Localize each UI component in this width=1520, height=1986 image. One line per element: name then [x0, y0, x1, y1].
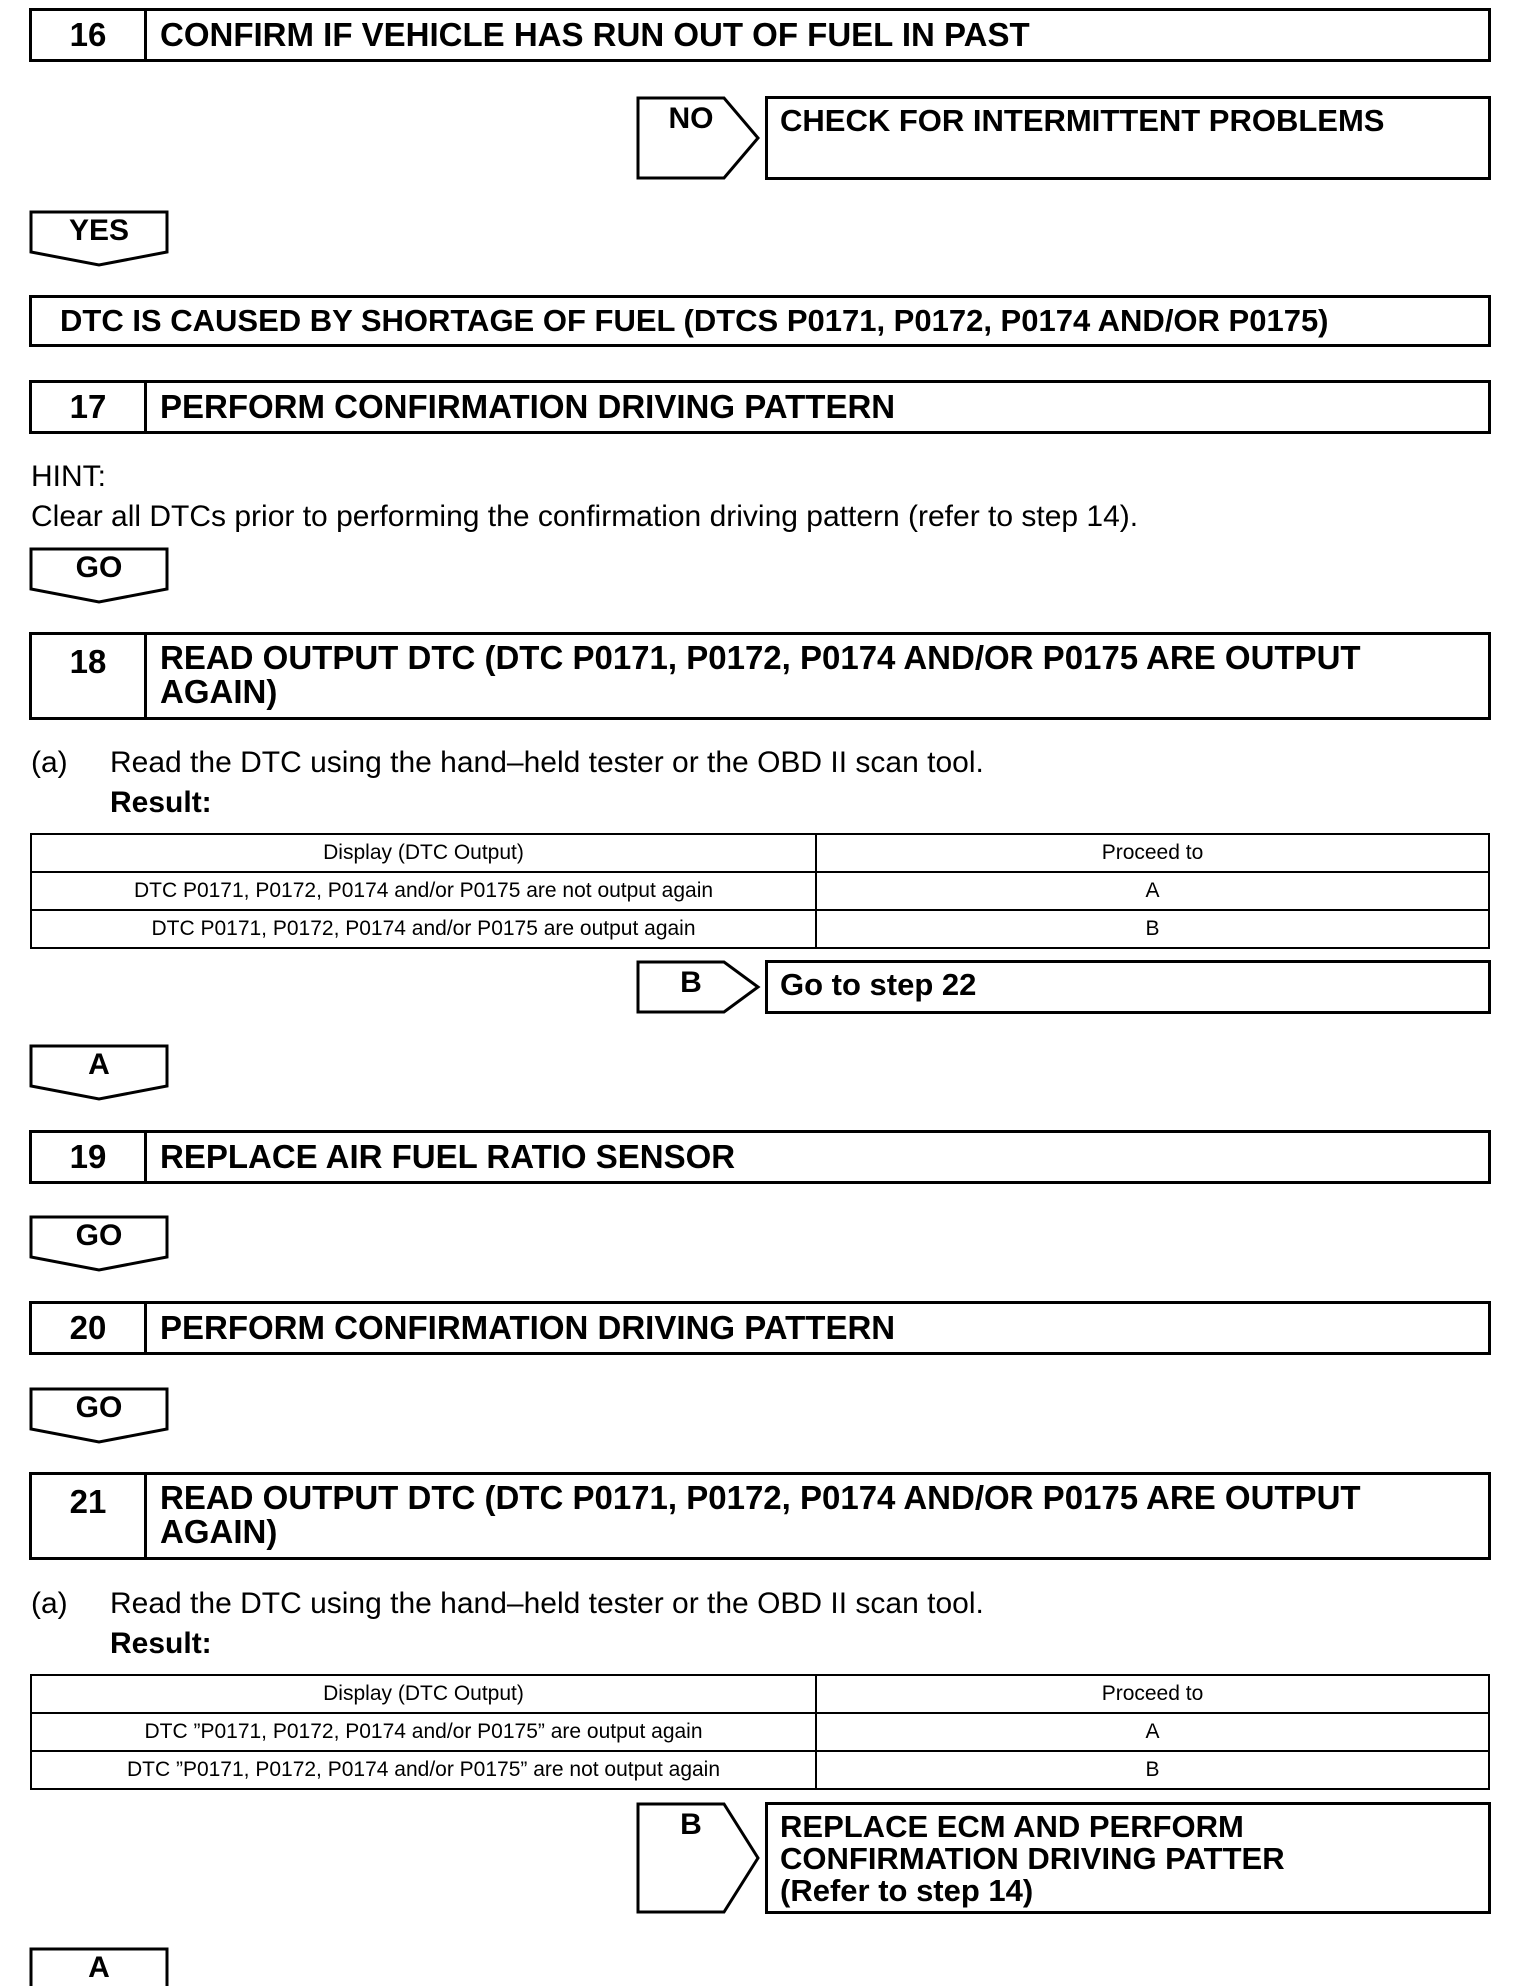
step-21-title-line2: AGAIN)	[160, 1513, 278, 1550]
step-18-box	[29, 632, 1491, 720]
a-flag-2[interactable]	[29, 1947, 169, 1986]
s18-marker: (a)	[31, 746, 68, 779]
s18-result-label: Result:	[110, 786, 212, 819]
table-header-cell: Display (DTC Output)	[31, 834, 816, 872]
s21-instruction: Read the DTC using the hand–held tester or the OBD II scan tool.	[110, 1587, 984, 1620]
table-cell: A	[816, 872, 1489, 910]
go-flag-label: GO	[75, 1391, 123, 1424]
step-21-number: 21	[32, 1475, 147, 1557]
step-20-title: PERFORM CONFIRMATION DRIVING PATTERN	[160, 1309, 896, 1346]
go-flag-2[interactable]	[29, 1215, 169, 1273]
branch-b-arrow-2[interactable]	[636, 1802, 762, 1914]
yes-flag-label: YES	[68, 214, 130, 247]
step-19-box	[29, 1130, 1491, 1184]
step-18-title-line2: AGAIN)	[160, 673, 278, 710]
hint-text: Clear all DTCs prior to performing the confirmation driving pattern (refer to step 14).	[31, 500, 1139, 533]
branch-b-arrow[interactable]	[636, 960, 762, 1014]
table-cell: DTC P0171, P0172, P0174 and/or P0175 are not output again	[31, 872, 816, 910]
step-18-number: 18	[32, 635, 147, 717]
table-cell: DTC P0171, P0172, P0174 and/or P0175 are output again	[31, 910, 816, 948]
a-flag-label: A	[88, 1951, 110, 1984]
a-flag-label: A	[88, 1048, 110, 1081]
go-flag-label: GO	[75, 551, 123, 584]
step-16-box	[29, 8, 1491, 62]
step-18-title-line1: READ OUTPUT DTC (DTC P0171, P0172, P0174 AND/OR P0175 ARE OUTPUT	[160, 639, 1361, 676]
step-19-number: 19	[32, 1133, 147, 1181]
table-header-row	[31, 1675, 1489, 1713]
step-21-title	[160, 1475, 1478, 1557]
table-cell: A	[816, 1713, 1489, 1751]
table-row	[31, 1713, 1489, 1751]
step-18-title	[160, 635, 1478, 717]
check-intermittent-problems-box[interactable]: CHECK FOR INTERMITTENT PROBLEMS	[765, 96, 1491, 180]
step-16-title: CONFIRM IF VEHICLE HAS RUN OUT OF FUEL IN PAST	[160, 16, 1030, 53]
a-flag-1[interactable]	[29, 1044, 169, 1102]
table-cell: B	[816, 910, 1489, 948]
table-header-cell: Proceed to	[816, 1675, 1489, 1713]
go-flag-label: GO	[75, 1219, 123, 1252]
step-16-number: 16	[32, 11, 147, 59]
table-row	[31, 1751, 1489, 1789]
branch-b-label: B	[680, 1808, 702, 1841]
replace-ecm-box[interactable]	[765, 1802, 1491, 1914]
step-21-title-line1: READ OUTPUT DTC (DTC P0171, P0172, P0174 AND/OR P0175 ARE OUTPUT	[160, 1479, 1361, 1516]
s18-instruction: Read the DTC using the hand–held tester or the OBD II scan tool.	[110, 746, 984, 779]
step-17-number: 17	[32, 383, 147, 431]
s21-result-label: Result:	[110, 1627, 212, 1660]
replace-ecm-line1: REPLACE ECM AND PERFORM	[780, 1809, 1244, 1844]
branch-no-label: NO	[668, 102, 714, 135]
go-to-step-22-box[interactable]: Go to step 22	[765, 960, 1491, 1014]
step-19-title: REPLACE AIR FUEL RATIO SENSOR	[160, 1138, 736, 1175]
table-header-row	[31, 834, 1489, 872]
hint-label: HINT:	[31, 460, 106, 493]
go-flag-1[interactable]	[29, 547, 169, 605]
step-20-number: 20	[32, 1304, 147, 1352]
go-flag-3[interactable]	[29, 1387, 169, 1445]
table-row	[31, 872, 1489, 910]
table-row	[31, 910, 1489, 948]
s21-marker: (a)	[31, 1587, 68, 1620]
table-cell: B	[816, 1751, 1489, 1789]
replace-ecm-line2: CONFIRMATION DRIVING PATTER	[780, 1841, 1285, 1876]
table-header-cell: Proceed to	[816, 834, 1489, 872]
replace-ecm-line3: (Refer to step 14)	[780, 1873, 1034, 1908]
step-17-box	[29, 380, 1491, 434]
table-cell: DTC ”P0171, P0172, P0174 and/or P0175” are not output again	[31, 1751, 816, 1789]
s21-result-table	[30, 1674, 1490, 1790]
step-17-title: PERFORM CONFIRMATION DRIVING PATTERN	[160, 388, 896, 425]
branch-b-label: B	[680, 966, 702, 999]
s18-result-table	[30, 833, 1490, 949]
table-cell: DTC ”P0171, P0172, P0174 and/or P0175” are output again	[31, 1713, 816, 1751]
shortage-of-fuel-banner: DTC IS CAUSED BY SHORTAGE OF FUEL (DTCS P0171, P0172, P0174 AND/OR P0175)	[29, 295, 1491, 347]
table-header-cell: Display (DTC Output)	[31, 1675, 816, 1713]
step-21-box	[29, 1472, 1491, 1560]
yes-flag[interactable]	[29, 210, 169, 268]
branch-no-arrow[interactable]	[636, 96, 762, 180]
step-20-box	[29, 1301, 1491, 1355]
